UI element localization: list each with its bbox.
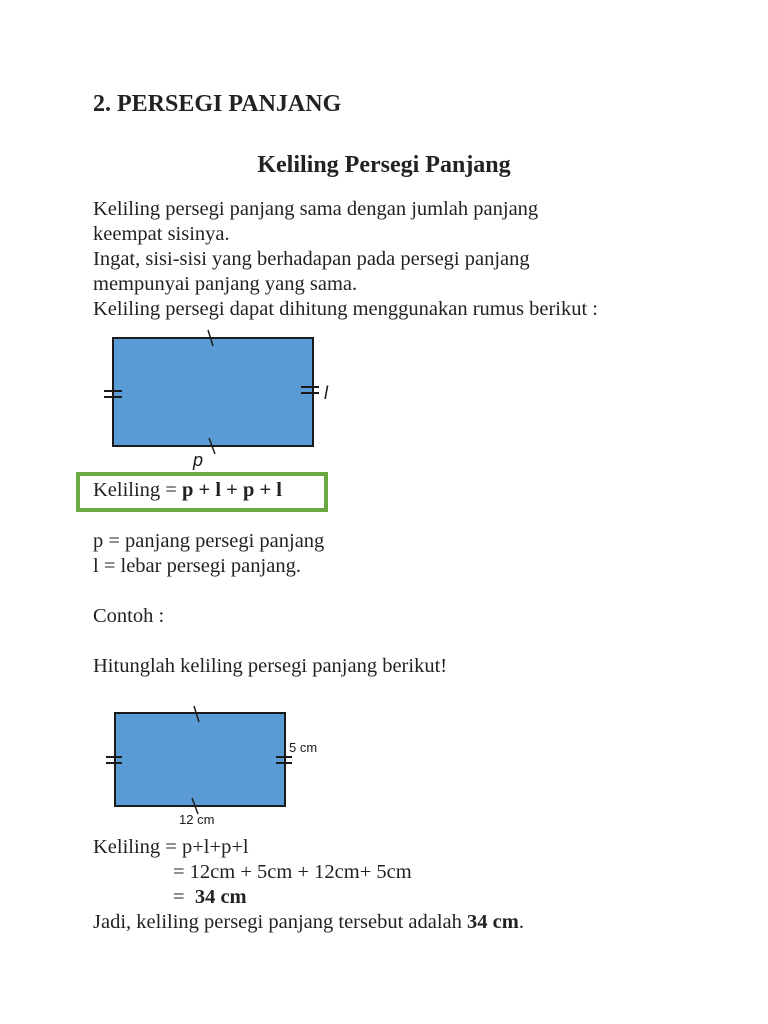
rectangle-shape (113, 338, 313, 446)
intro-line-2: keempat sisinya. (93, 223, 230, 245)
length-label: p (193, 450, 204, 470)
perimeter-formula (93, 478, 282, 503)
conclusion-prefix: Jadi, keliling persegi panjang tersebut adalah (93, 911, 468, 933)
length-label: 12 cm (179, 812, 215, 827)
conclusion-value: 34 cm (467, 911, 519, 933)
intro-line-5: Keliling persegi dapat dihitung menggunakan rumus berikut : (93, 298, 598, 320)
solution-result: 34 cm (194, 886, 247, 908)
conclusion-suffix: . (518, 911, 524, 933)
formula-prefix: Keliling = (93, 479, 182, 501)
solution-equals: = (173, 886, 195, 908)
definition-p: p = panjang persegi panjang (93, 530, 325, 552)
width-label: l (324, 383, 328, 403)
intro-line-1: Keliling persegi panjang sama dengan jumlah panjang (93, 198, 539, 220)
solution-line-1: Keliling = p+l+p+l (93, 836, 249, 858)
solution-line-3 (173, 885, 247, 910)
rectangle-diagram-2 (100, 700, 340, 832)
rectangle-diagram-1 (95, 325, 345, 475)
intro-line-4: mempunyai panjang yang sama. (93, 273, 358, 295)
intro-line-3: Ingat, sisi-sisi yang berhadapan pada persegi panjang (93, 248, 530, 270)
width-label: 5 cm (289, 740, 318, 755)
formula-expression: p + l + p + l (182, 479, 282, 501)
question-text: Hitunglah keliling persegi panjang berikut! (93, 655, 448, 677)
section-heading: 2. PERSEGI PANJANG (93, 91, 342, 117)
example-label: Contoh : (93, 605, 165, 627)
subsection-title: Keliling Persegi Panjang (257, 152, 511, 178)
conclusion-text (93, 910, 524, 935)
rectangle-shape (115, 713, 285, 806)
definition-l: l = lebar persegi panjang. (93, 555, 301, 577)
solution-line-2: = 12cm + 5cm + 12cm+ 5cm (173, 861, 412, 883)
